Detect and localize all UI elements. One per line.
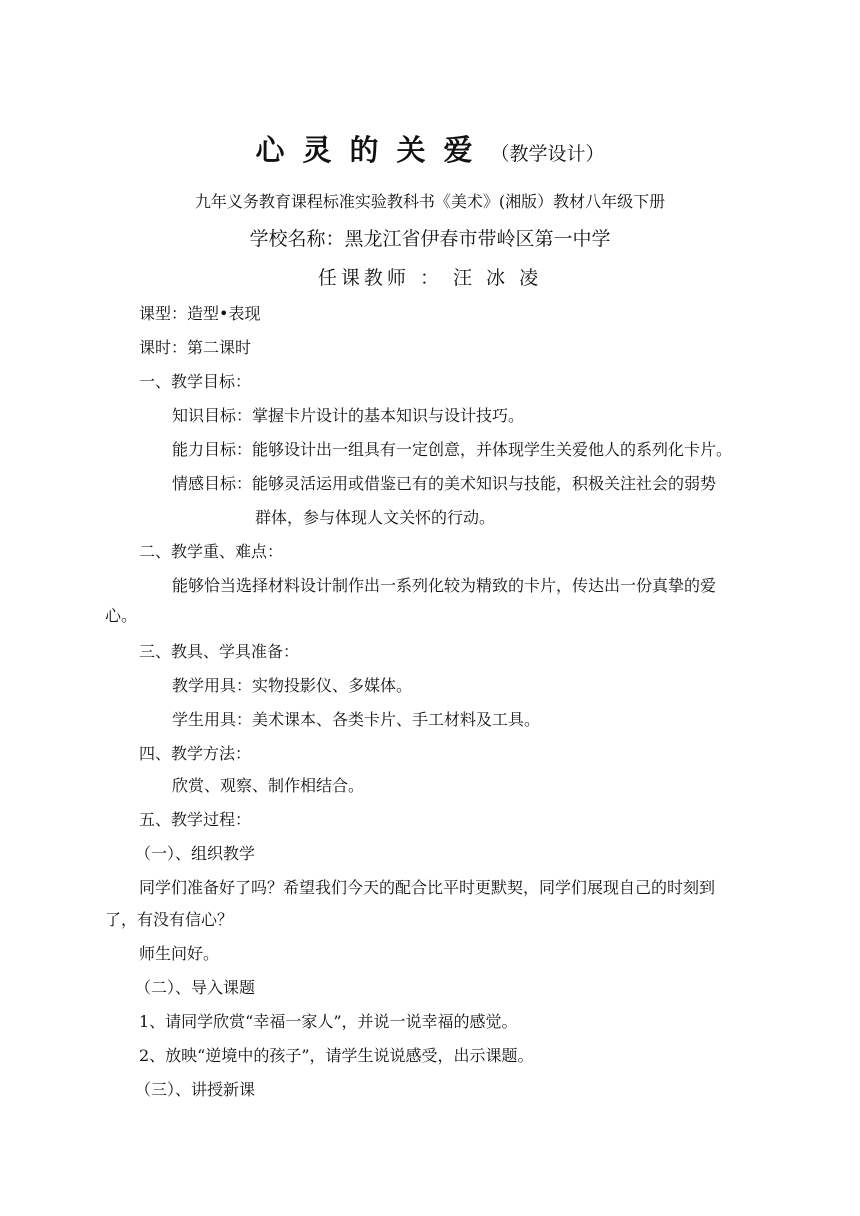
step-text: 师生问好。 bbox=[139, 944, 220, 963]
teaching-tools: 教学用具：实物投影仪、多媒体。 bbox=[172, 676, 413, 695]
document-title bbox=[0, 128, 860, 169]
section-heading: 四、教学方法： bbox=[139, 744, 252, 763]
method-text: 欣赏、观察、制作相结合。 bbox=[172, 776, 365, 795]
step-heading: （三）、讲授新课 bbox=[135, 1080, 256, 1099]
lesson-period: 课时：第二课时 bbox=[139, 338, 252, 357]
section-heading: 二、教学重、难点： bbox=[139, 542, 284, 561]
school-name: 学校名称：黑龙江省伊春市带岭区第一中学 bbox=[249, 228, 611, 250]
step-item: 2、放映“逆境中的孩子”，请学生说说感受，出示课题。 bbox=[139, 1046, 534, 1065]
textbook-info: 九年义务教育课程标准实验教科书《美术》(湘版）教材八年级下册 bbox=[194, 192, 666, 211]
lesson-type: 课型：造型•表现 bbox=[139, 304, 261, 323]
student-tools: 学生用具：美术课本、各类卡片、手工材料及工具。 bbox=[172, 710, 541, 729]
step-text-cont: 了，有没有信心？ bbox=[105, 910, 234, 929]
key-points-text-cont: 心。 bbox=[105, 606, 138, 625]
key-points-text: 能够恰当选择材料设计制作出一系列化较为精致的卡片，传达出一份真挚的爱 bbox=[172, 576, 717, 595]
step-heading: （二）、导入课题 bbox=[135, 978, 256, 997]
knowledge-goal: 知识目标：掌握卡片设计的基本知识与设计技巧。 bbox=[172, 406, 525, 425]
section-heading: 三、教具、学具准备： bbox=[139, 642, 300, 661]
step-heading: （一）、组织教学 bbox=[135, 844, 256, 863]
title-main: 心灵的关爱 bbox=[255, 133, 491, 167]
step-item: 1、请同学欣赏“幸福一家人”，并说一说幸福的感觉。 bbox=[139, 1012, 518, 1031]
emotion-goal-cont: 群体，参与体现人文关怀的行动。 bbox=[255, 508, 496, 527]
emotion-goal: 情感目标：能够灵活运用或借鉴已有的美术知识与技能，积极关注社会的弱势 bbox=[172, 474, 717, 493]
section-heading: 一、教学目标： bbox=[139, 372, 252, 391]
title-sub: （教学设计） bbox=[490, 143, 605, 165]
section-heading: 五、教学过程： bbox=[139, 810, 252, 829]
teacher-name: 任课教师 ： 汪 冰 凌 bbox=[317, 267, 543, 289]
step-text: 同学们准备好了吗？希望我们今天的配合比平时更默契，同学们展现自己的时刻到 bbox=[139, 878, 716, 897]
ability-goal: 能力目标：能够设计出一组具有一定创意，并体现学生关爱他人的系列化卡片。 bbox=[172, 440, 733, 459]
